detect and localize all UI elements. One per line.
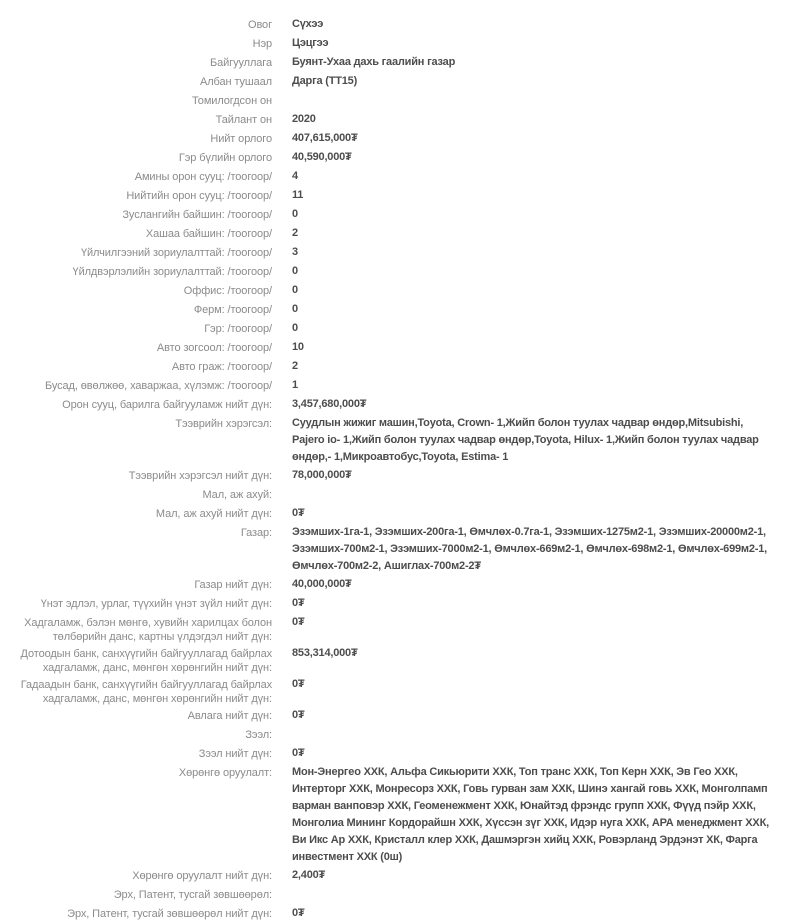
field-value: 0₮ xyxy=(292,907,305,919)
field-label: Авлага нийт дүн: xyxy=(187,710,272,722)
form-row xyxy=(0,301,807,319)
field-value: Эзэмших-1га-1, Эзэмших-200га-1, Өмчлөх-0.7га-1, Эзэмших-1275м2-1, Эзэмших-20000м2-1, Эзэмших-700м2-1, Эзэмших-7000м2-1, Өмчлөх-669м2-1, Өмчлөх-698м2-1, Өмчлөх-699м2-1, Өмчлөх-700м2-2, Ашиглах-700м2-2₮ xyxy=(292,526,768,572)
form-row xyxy=(0,263,807,281)
field-label: Хашаа байшин: /тоогоор/ xyxy=(145,228,272,240)
field-value: Цэцгээ xyxy=(292,37,329,49)
field-label: Байгууллага xyxy=(210,57,272,69)
field-value: 40,590,000₮ xyxy=(292,151,352,163)
form-row xyxy=(0,707,807,725)
form-row xyxy=(0,244,807,262)
field-label: Үйлдвэрлэлийн зориулалттай: /тоогоор/ xyxy=(72,266,272,278)
field-value: 0 xyxy=(292,208,298,220)
field-value: 2 xyxy=(292,227,298,239)
form-row xyxy=(0,676,807,706)
field-value: 3,457,680,000₮ xyxy=(292,398,367,410)
form-row xyxy=(0,576,807,594)
field-value: 0₮ xyxy=(292,597,305,609)
field-label: Эрх, Патент, тусгай зөвшөөрөл: xyxy=(113,889,272,901)
field-value: 2020 xyxy=(292,113,316,125)
field-value: 0 xyxy=(292,322,298,334)
field-value: 11 xyxy=(292,189,304,201)
form-row xyxy=(0,168,807,186)
form-row xyxy=(0,377,807,395)
field-label: Нэр xyxy=(252,38,272,50)
field-label: Авто зогсоол: /тоогоор/ xyxy=(156,342,272,354)
form-row xyxy=(0,73,807,91)
field-label: Мал, аж ахуй нийт дүн: xyxy=(155,508,272,520)
field-label: Зээл: xyxy=(245,729,272,741)
field-value: 1 xyxy=(292,379,298,391)
form-row xyxy=(0,339,807,357)
field-label: Газар: xyxy=(240,527,272,539)
field-label: Үнэт эдлэл, урлаг, түүхийн үнэт зүйл нийт дүн: xyxy=(40,598,272,610)
field-value: 0₮ xyxy=(292,678,305,690)
field-value: 4 xyxy=(292,170,298,182)
field-label: Орон сууц, барилга байгууламж нийт дүн: xyxy=(62,399,272,411)
field-label: Зээл нийт дүн: xyxy=(198,748,272,760)
field-value: 10 xyxy=(292,341,304,353)
field-value: 0₮ xyxy=(292,616,305,628)
form-row xyxy=(0,54,807,72)
field-value: Дарга (ТТ15) xyxy=(292,75,358,87)
form-row xyxy=(0,764,807,866)
field-value: 0 xyxy=(292,265,298,277)
form-row xyxy=(0,206,807,224)
field-value: 0₮ xyxy=(292,747,305,759)
field-value: 0 xyxy=(292,284,298,296)
field-value: 2 xyxy=(292,360,298,372)
field-label: Овог xyxy=(247,19,272,31)
form-row xyxy=(0,867,807,885)
form-row xyxy=(0,524,807,575)
field-label: Тээврийн хэрэгсэл: xyxy=(175,418,272,430)
field-value: Суудлын жижиг машин,Toyota, Crown- 1,Жийп болон туулах чадвар өндөр,Mitsubishi, Pajero io- 1,Жийп болон туулах чадвар өндөр,Toyota, Hilux- 1,Жийп болон туулах чадвар өндөр,- 1,Микроавтобус,Toyota, Estima- 1 xyxy=(292,417,759,463)
form-row xyxy=(0,282,807,300)
form-row xyxy=(0,645,807,675)
form-row xyxy=(0,467,807,485)
form-row xyxy=(0,149,807,167)
field-value: 3 xyxy=(292,246,298,258)
form-row xyxy=(0,358,807,376)
form-row xyxy=(0,187,807,205)
field-value: Сүхээ xyxy=(292,18,324,30)
field-label: Томилогдсон он xyxy=(192,95,272,107)
field-label: Амины орон сууц: /тоогоор/ xyxy=(134,171,272,183)
form-row xyxy=(0,35,807,53)
form-row xyxy=(0,486,807,504)
form-row xyxy=(0,92,807,110)
form-row xyxy=(0,111,807,129)
field-label: Албан тушаал xyxy=(200,76,272,88)
field-label: Ферм: /тоогоор/ xyxy=(193,304,272,316)
field-value: Мон-Энергео ХХК, Альфа Сикьюрити ХХК, Топ транс ХХК, Топ Керн ХХК, Эв Гео ХХК, Интерторг ХХК, Монресорз ХХК, Говь гурван зам ХХК, Шинэ хангай говь ХХК, Монголпамп варман ванповэр ХХК, Геоменежмент ХХК, Юнайтэд фрэндс групп ХХК, Фүүд пэйр ХХК, Монголиа Мининг Кордорайшн ХХК, Хүссэн зүг ХХК, Идэр нуга ХХК, АРА менеджмент ХХК, Ви Икс Ар ХХК, Кристалл клер ХХК, Дашмэргэн хийц ХХК, Ровэрланд Эрдэнэт ХК, Фарга инвестмент ХХК (0ш) xyxy=(292,766,769,863)
field-label: Хөрөнгө оруулалт нийт дүн: xyxy=(132,870,272,882)
field-label: Тайлант он xyxy=(215,114,272,126)
field-value: 407,615,000₮ xyxy=(292,132,358,144)
field-label: Авто граж: /тоогоор/ xyxy=(171,361,272,373)
asset-declaration-form xyxy=(0,16,807,924)
form-row xyxy=(0,505,807,523)
field-label: Дотоодын банк, санхүүгийн байгууллагад байрлах хадгаламж, данс, мөнгөн хөрөнгийн нийт дүн: xyxy=(20,648,272,674)
form-row xyxy=(0,225,807,243)
field-label: Үйлчилгээний зориулалттай: /тоогоор/ xyxy=(80,247,272,259)
field-value: 853,314,000₮ xyxy=(292,647,358,659)
form-row xyxy=(0,396,807,414)
field-label: Нийтийн орон сууц: /тоогоор/ xyxy=(126,190,272,202)
form-row xyxy=(0,595,807,613)
form-row xyxy=(0,905,807,923)
field-label: Зуслангийн байшин: /тоогоор/ xyxy=(122,209,272,221)
field-label: Тээврийн хэрэгсэл нийт дүн: xyxy=(128,470,272,482)
field-value: 2,400₮ xyxy=(292,869,326,881)
field-value: 0 xyxy=(292,303,298,315)
form-row xyxy=(0,745,807,763)
form-row xyxy=(0,726,807,744)
field-label: Эрх, Патент, тусгай зөвшөөрөл нийт дүн: xyxy=(67,908,272,920)
form-row xyxy=(0,130,807,148)
field-value: Буянт-Ухаа дахь гаалийн газар xyxy=(292,56,456,68)
field-label: Оффис: /тоогоор/ xyxy=(183,285,272,297)
field-label: Бусад, өвөлжөө, хаваржаа, хүлэмж: /тоогоор/ xyxy=(44,380,272,392)
form-row xyxy=(0,415,807,466)
field-value: 0₮ xyxy=(292,709,305,721)
field-label: Хөрөнгө оруулалт: xyxy=(178,767,272,779)
form-row xyxy=(0,16,807,34)
field-label: Гэр: /тоогоор/ xyxy=(204,323,272,335)
field-label: Гэр бүлийн орлого xyxy=(178,152,272,164)
form-row xyxy=(0,320,807,338)
form-row xyxy=(0,886,807,904)
field-value: 40,000,000₮ xyxy=(292,578,352,590)
field-label: Мал, аж ахуй: xyxy=(202,489,272,501)
field-label: Нийт орлого xyxy=(210,133,272,145)
field-label: Газар нийт дүн: xyxy=(194,579,272,591)
field-value: 0₮ xyxy=(292,507,305,519)
field-label: Хадгаламж, бэлэн мөнгө, хувийн харилцах болон төлбөрийн данс, картны үлдэгдэл нийт дүн: xyxy=(24,617,272,643)
form-row xyxy=(0,614,807,644)
field-label: Гадаадын банк, санхүүгийн байгууллагад байрлах хадгаламж, данс, мөнгөн хөрөнгийн нийт дүн: xyxy=(20,679,272,705)
field-value: 78,000,000₮ xyxy=(292,469,352,481)
